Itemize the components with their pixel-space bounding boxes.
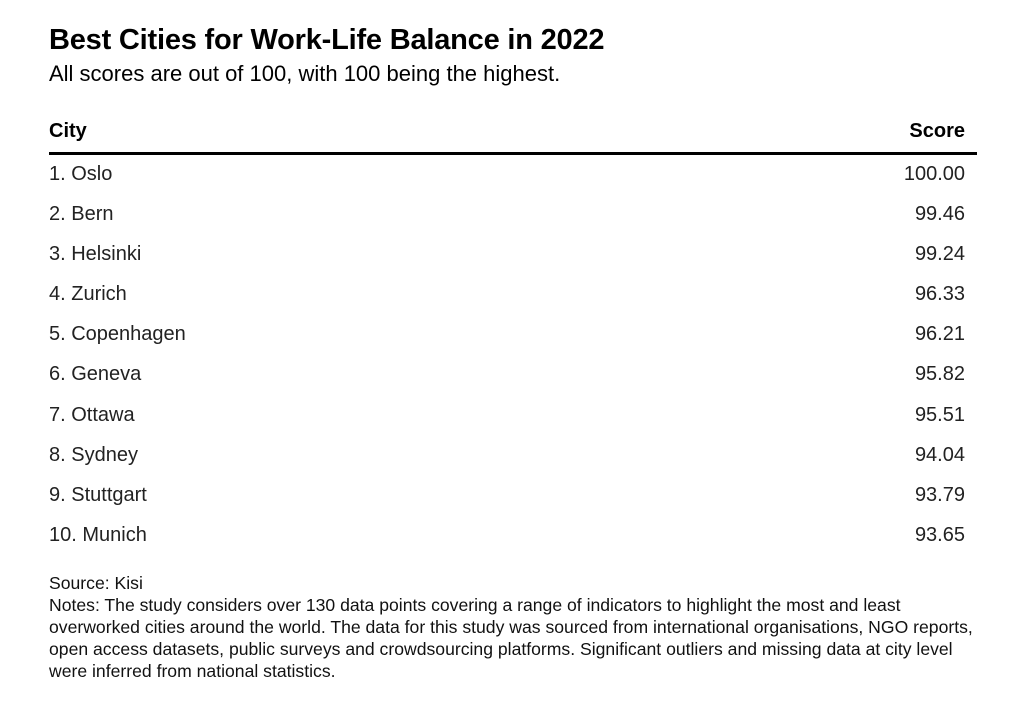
city-cell: 2. Bern <box>49 203 114 226</box>
table-row <box>49 522 977 562</box>
score-cell: 96.33 <box>914 283 965 306</box>
score-cell: 95.82 <box>914 363 965 386</box>
table-row <box>49 402 977 442</box>
city-cell: 8. Sydney <box>49 443 138 466</box>
table-row <box>49 161 977 201</box>
city-cell: 9. Stuttgart <box>49 483 147 506</box>
table-header <box>49 118 977 155</box>
score-cell: 99.24 <box>914 243 965 266</box>
column-header-city: City <box>49 120 87 142</box>
table-row <box>49 281 977 321</box>
table-row <box>49 482 977 522</box>
city-cell: 6. Geneva <box>49 363 142 386</box>
table-row <box>49 201 977 241</box>
city-cell: 10. Munich <box>49 523 147 546</box>
table-body <box>49 161 977 562</box>
city-cell: 1. Oslo <box>49 163 113 185</box>
score-cell: 93.79 <box>914 483 965 506</box>
chart-footer <box>49 572 979 682</box>
chart-container <box>49 22 977 562</box>
city-cell: 4. Zurich <box>49 283 127 306</box>
source-note: Source: Kisi <box>49 573 143 593</box>
ranking-table <box>49 118 977 562</box>
score-cell: 94.04 <box>914 443 965 466</box>
table-row <box>49 241 977 281</box>
city-cell: 5. Copenhagen <box>49 323 186 346</box>
chart-subtitle: All scores are out of 100, with 100 being the highest. <box>49 61 561 86</box>
score-cell: 96.21 <box>914 323 965 346</box>
column-header-score: Score <box>909 120 965 142</box>
score-cell: 93.65 <box>914 523 965 546</box>
notes-text: Notes: The study considers over 130 data points covering a range of indicators to highlight the most and least overworked cities around the world. The data for this study was sourced from international organisations, NGO reports, open access datasets, public surveys and crowdsourcing platforms. Significant outliers and missing data at city level were inferred from national statistics. <box>49 595 973 681</box>
table-row <box>49 321 977 361</box>
score-cell: 99.46 <box>914 203 965 226</box>
city-cell: 7. Ottawa <box>49 403 135 426</box>
table-row <box>49 442 977 482</box>
city-cell: 3. Helsinki <box>49 243 142 266</box>
score-cell: 100.00 <box>903 163 965 185</box>
score-cell: 95.51 <box>914 403 965 426</box>
table-row <box>49 361 977 401</box>
chart-title: Best Cities for Work-Life Balance in 2022 <box>49 24 605 56</box>
